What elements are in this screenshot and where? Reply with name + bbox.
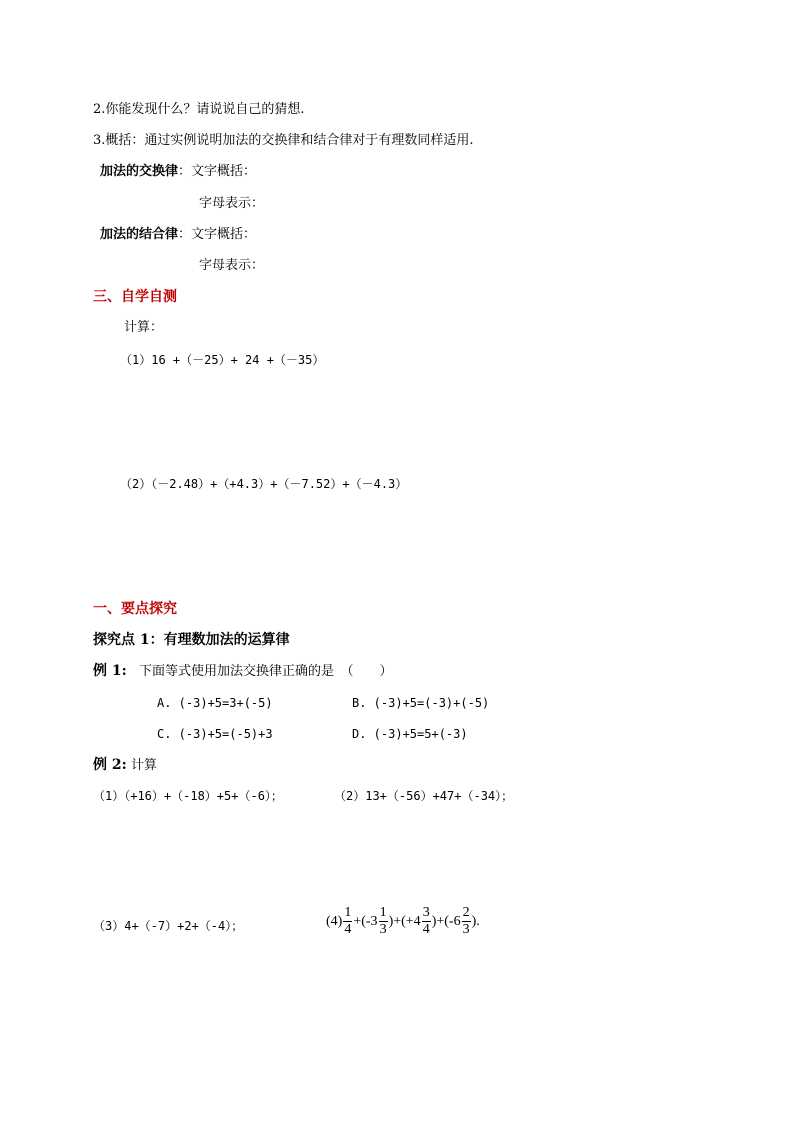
self-test-heading: 三、自学自测 <box>93 289 177 305</box>
letter-representation-label: 字母表示： <box>199 196 265 211</box>
example-1-text: 下面等式使用加法交换律正确的是 （ ） <box>138 664 393 679</box>
commutative-law-row <box>100 164 256 180</box>
fraction-numerator: 3 <box>422 905 430 920</box>
example-1 <box>93 663 392 680</box>
fraction-denominator: 4 <box>422 922 430 937</box>
fraction-2 <box>379 905 388 938</box>
text-summary-label: ：文字概括： <box>178 227 257 242</box>
option-d: D. (-3)+5=5+(-3) <box>352 727 468 741</box>
fraction-numerator: 2 <box>462 905 470 920</box>
problem-4-term: +(-3 <box>353 913 378 929</box>
option-b: B. (-3)+5=(-3)+(-5) <box>352 696 490 710</box>
commutative-law-title: 加法的交换律 <box>100 164 179 179</box>
fraction-3 <box>422 905 431 938</box>
fraction-numerator: 1 <box>344 905 352 920</box>
question-3: 3.概括：通过实例说明加法的交换律和结合律对于有理数同样适用. <box>93 133 474 148</box>
letter-representation-label: 字母表示： <box>199 258 265 273</box>
associative-law-title: 加法的结合律 <box>100 227 179 242</box>
problem-4-prefix: (4) <box>326 913 343 929</box>
problem-4-term: )+(-6 <box>431 913 461 929</box>
problem-2: （2）（－2.48）+（+4.3）+（－7.52）+（－4.3） <box>120 477 408 491</box>
problem-4-term: )+(+4 <box>388 913 421 929</box>
fraction-4 <box>462 905 471 938</box>
option-c: C. (-3)+5=(-5)+3 <box>157 727 273 741</box>
example-2-label: 例 2: <box>93 757 127 773</box>
example-2-problem-2: （2）13+（-56）+47+（-34）； <box>334 789 514 803</box>
example-2 <box>93 757 157 774</box>
associative-law-row <box>100 227 256 243</box>
example-2-problem-4 <box>326 905 480 938</box>
example-2-problem-3: （3）4+（-7）+2+（-4）； <box>93 919 244 933</box>
explore-point-1: 探究点 1：有理数加法的运算律 <box>93 632 290 648</box>
option-a: A. (-3)+5=3+(-5) <box>157 696 273 710</box>
fraction-denominator: 3 <box>379 922 387 937</box>
example-1-label: 例 1: <box>93 663 127 679</box>
fraction-denominator: 3 <box>462 922 470 937</box>
fraction-denominator: 4 <box>344 922 352 937</box>
calc-label: 计算： <box>124 320 164 335</box>
fraction-numerator: 1 <box>379 905 387 920</box>
question-2: 2.你能发现什么？请说说自己的猜想. <box>93 102 305 117</box>
fraction-1 <box>343 905 352 938</box>
text-summary-label: ：文字概括： <box>178 164 257 179</box>
example-2-text: 计算 <box>130 758 157 773</box>
problem-1: （1）16 +（－25）+ 24 +（－35） <box>120 353 325 367</box>
example-2-problem-1: （1）（+16）+（-18）+5+（-6）； <box>93 789 283 803</box>
explore-heading: 一、要点探究 <box>93 601 177 617</box>
problem-4-term: ). <box>471 913 480 929</box>
